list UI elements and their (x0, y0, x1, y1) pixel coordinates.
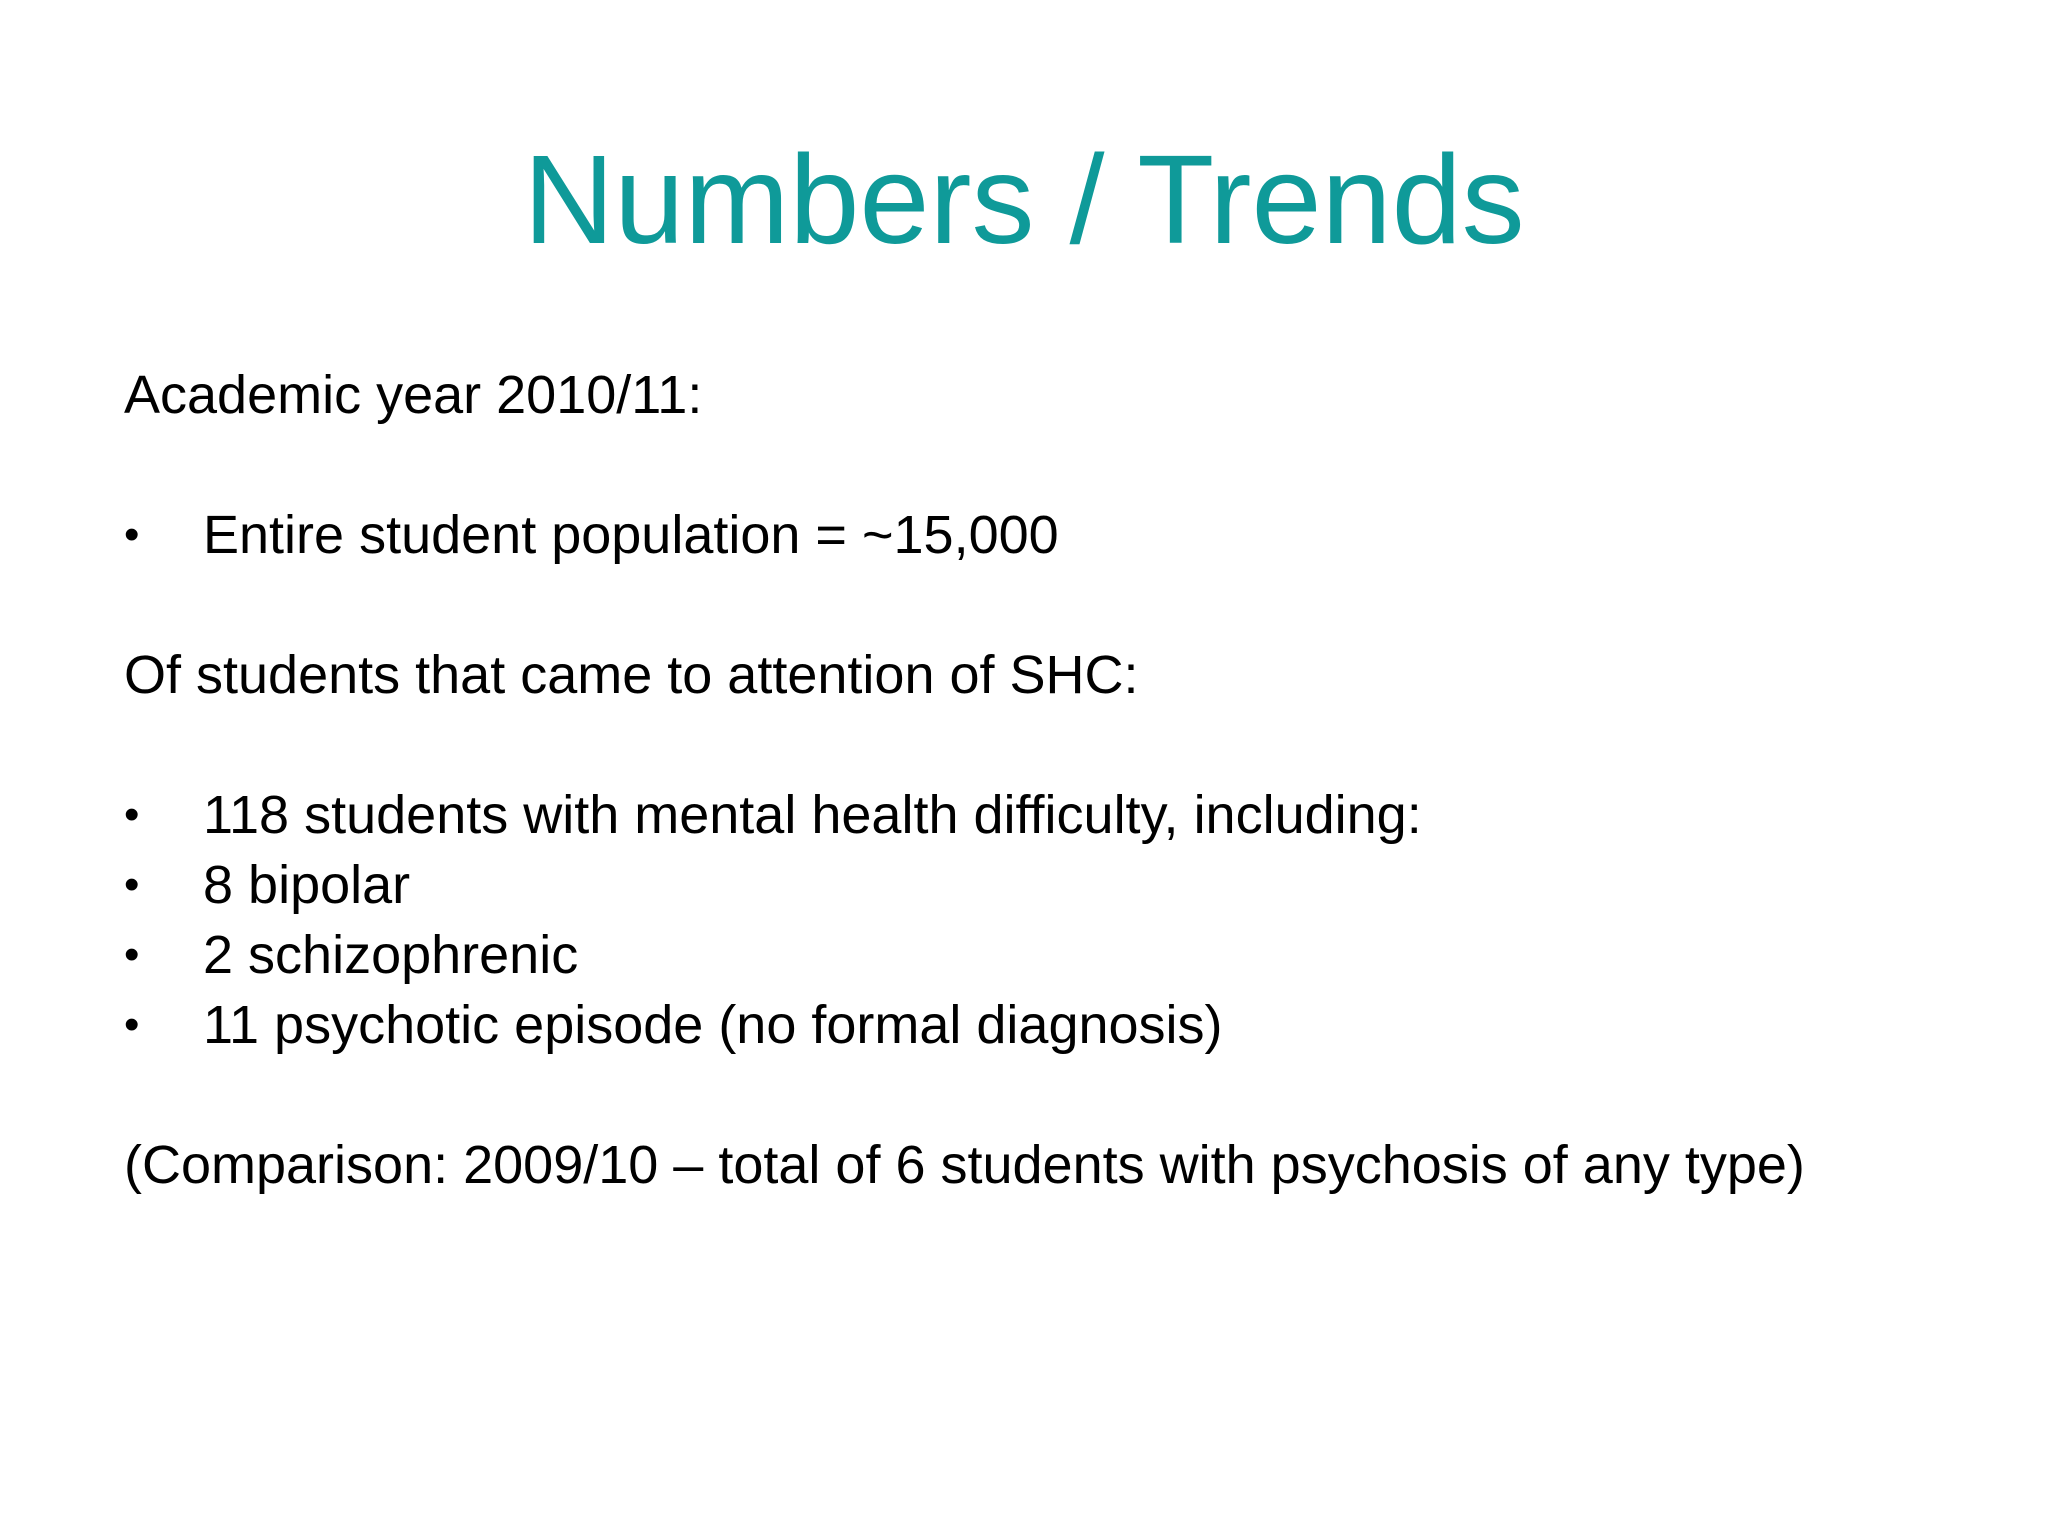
list-item-text: 8 bipolar (203, 855, 411, 915)
bullet-icon: • (124, 510, 140, 559)
bullet-icon: • (124, 930, 140, 979)
academic-year-heading: Academic year 2010/11: (124, 365, 703, 425)
list-item-text: 11 psychotic episode (no formal diagnosis) (203, 995, 1223, 1055)
bullet-icon: • (124, 860, 140, 909)
list-item-text: 118 students with mental health difficulty, including: (203, 785, 1422, 845)
shc-heading: Of students that came to attention of SHC: (124, 645, 1139, 705)
comparison-note: (Comparison: 2009/10 – total of 6 students with psychosis of any type) (124, 1135, 1805, 1195)
bullet-icon: • (124, 1000, 140, 1049)
bullet-icon: • (124, 790, 140, 839)
list-item-text: 2 schizophrenic (203, 925, 579, 985)
slide-title: Numbers / Trends (523, 129, 1525, 270)
population-text: Entire student population = ~15,000 (203, 505, 1059, 565)
